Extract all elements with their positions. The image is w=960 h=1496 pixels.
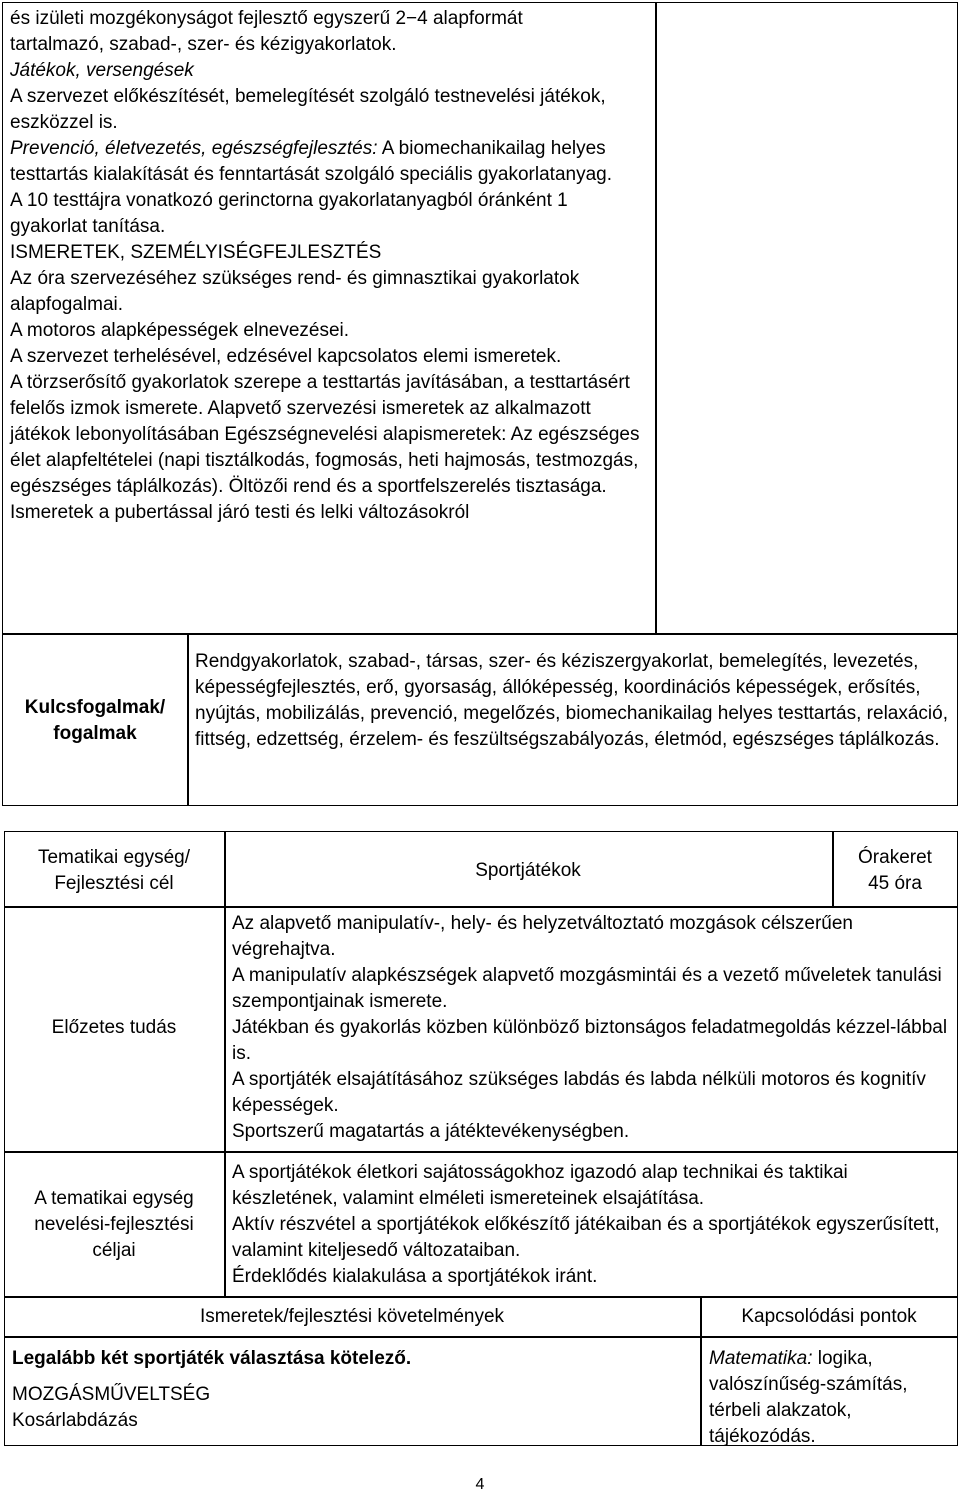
keywords-text: Rendgyakorlatok, szabad-, társas, szer- és kéziszergyakorlat, bemelegítés, levezetés, képességfejlesztés, erő, gyorsaság, állóképesség, koordinációs képességek, erősítés, nyújtás, mobilizálás, prevenció, megelőzés, biomechanikailag helyes testtartás, relaxáció, fittség, edzettség, érzelem- és feszültségszabályozás, életmód, egészséges táplálkozás. [195,651,948,750]
top-column-divider [655,2,657,634]
page-number: 4 [475,1476,485,1493]
requirements-mandatory: Legalább két sportjáték választása kötelező. [12,1348,412,1369]
top-content-text [10,6,650,526]
unit-row-divider [4,1151,958,1153]
unit-row-divider [4,1336,958,1338]
keywords-label: Kulcsfogalmak/ fogalmak [24,697,166,744]
goals-item: A sportjátékok életkori sajátosságokhoz igazodó alap technikai és taktikai készletének, valamint elméleti ismereteinek elsajátítása. [232,1162,848,1209]
prior-item: Az alapvető manipulatív-, hely- és helyzetváltoztató mozgások célszerűen végrehajtva. [232,913,853,960]
links-paragraph [709,1346,953,1450]
links-header: Kapcsolódási pontok [741,1306,917,1327]
links-content [709,1346,953,1450]
knowledge-item: A szervezet terhelésével, edzésével kapcsolatos elemi ismeretek. [10,346,562,367]
goals-item: Érdeklődés kialakulása a sportjátékok iránt. [232,1266,598,1287]
knowledge-item: A motoros alapképességek elnevezései. [10,320,350,341]
unit-row-divider [4,1296,958,1298]
prevention-text: A biomechanikailag helyes testtartás kialakítását és fenntartását szolgáló speciális gyakorlatanyag. [10,138,612,185]
knowledge-heading: ISMERETEK, SZEMÉLYISÉGFEJLESZTÉS [10,242,382,263]
prevention-paragraph [10,136,650,188]
keywords-column-divider [187,634,189,806]
unit-label-divider [224,831,226,1296]
goals-label: A tematikai egység nevelési-fejlesztési céljai [34,1188,194,1261]
goals-item: Aktív részvétel a sportjátékok előkészítő játékaiban és a sportjátékok egyszerűsített, valamint kiteljesedő változataiban. [232,1214,940,1261]
knowledge-item: Az óra szervezéséhez szükséges rend- és gimnasztikai gyakorlatok alapfogalmai. [10,268,580,315]
hours-label: Órakeret [858,847,932,868]
prior-label: Előzetes tudás [51,1017,177,1038]
knowledge-item: A törzserősítő gyakorlatok szerepe a testtartás javításában, a testtartásért felelős izmok ismerete. Alapvető szervezési ismeretek az alkalmazott játékok lebonyolításában Egészségnevelési alapismeretek: Az egészséges élet alapfeltételei (napi tisztálkodás, fogmosás, heti hajmosás, testmozgás, egészséges táplálkozás). Öltözői rend és a sportfelszerelés tisztasága. Ismeretek a pubertással járó testi és lelki változásokról [10,372,640,523]
unit-title: Sportjátékok [475,860,581,881]
prevention-heading: Prevenció, életvezetés, egészségfejlesztés: [10,138,378,159]
games-heading: Játékok, versengések [10,60,194,81]
unit-label: Tematikai egység/ Fejlesztési cél [37,847,191,894]
prior-item: A manipulatív alapkészségek alapvető mozgásmintái és a vezető műveletek tanulási szempontjainak ismerete. [232,965,942,1012]
intro-line-2: tartalmazó, szabad-, szer- és kézigyakorlatok. [10,34,397,55]
prior-item: Sportszerű magatartás a játéktevékenységben. [232,1121,630,1142]
requirements-header: Ismeretek/fejlesztési követelmények [199,1306,505,1327]
prior-item: A sportjáték elsajátításához szükséges labdás és labda nélküli motoros és kognitív képességek. [232,1069,926,1116]
goals-content [232,1160,954,1290]
requirements-content [12,1346,696,1434]
hours-value: 45 óra [868,873,922,894]
prior-item: Játékban és gyakorlás közben különböző biztonságos feladatmegoldás kézzel-lábbal is. [232,1017,948,1064]
intro-line-1: és izületi mozgékonyságot fejlesztő egyszerű 2−4 alapformát [10,8,523,29]
links-subject: Matematika: [709,1348,813,1369]
requirements-line: MOZGÁSMŰVELTSÉG [12,1384,211,1405]
games-text: A szervezet előkészítését, bemelegítését szolgáló testnevelési játékok, eszközzel is. [10,86,606,133]
requirements-line: Kosárlabdázás [12,1410,138,1431]
links-text: logika, valószínűség-számítás, térbeli alakzatok, tájékozódás. [709,1348,908,1447]
spine-text: A 10 testtájra vonatkozó gerinctorna gyakorlatanyagból óránként 1 gyakorlat tanítása. [10,190,568,237]
unit-row-divider [4,906,958,908]
prior-content [232,911,954,1145]
